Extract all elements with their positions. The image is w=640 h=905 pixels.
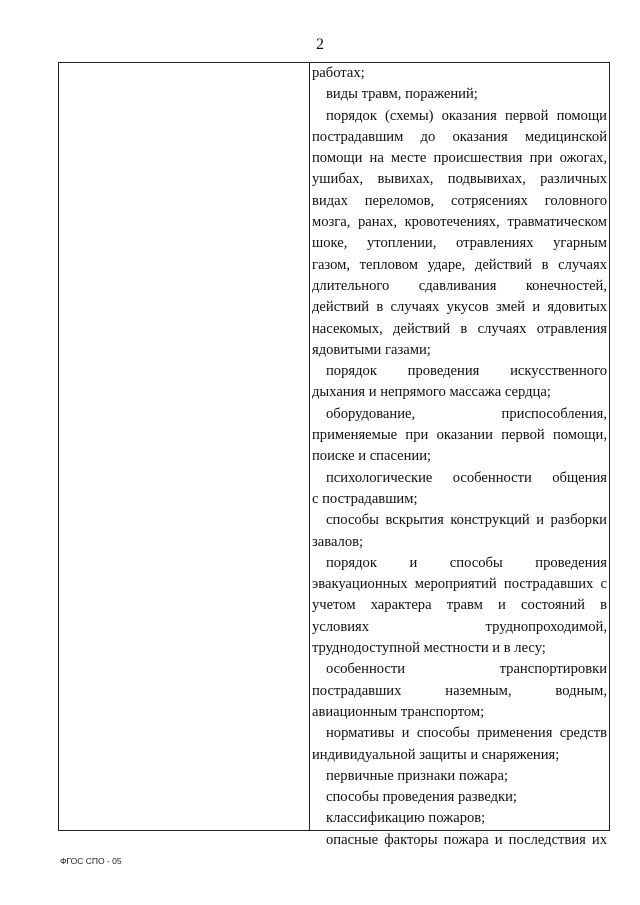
text-line: порядок и способы проведения <box>326 554 607 571</box>
table-left-column <box>59 63 310 830</box>
text-line: авиационным транспортом; <box>312 703 485 720</box>
text-line: ушибах, вывихах, подвывихах, различных <box>312 171 607 188</box>
text-line: мозга, ранах, кровотечениях, травматическом <box>312 214 607 231</box>
text-line: помощи на месте происшествия при ожогах, <box>312 150 607 167</box>
text-line: психологические особенности общения <box>326 469 607 486</box>
table-right-column <box>310 63 609 848</box>
text-line: пострадавших наземным, водным, <box>312 682 607 699</box>
text-line: работах; <box>312 65 365 81</box>
text-line: применяемые при оказании первой помощи, <box>312 427 607 444</box>
text-line: способы вскрытия конструкций и разборки <box>326 512 607 529</box>
text-line: условиях труднопроходимой, <box>312 618 607 635</box>
text-line: действий в случаях укусов змей и ядовитых <box>312 299 607 316</box>
text-line: завалов; <box>312 533 364 550</box>
text-line: опасные факторы пожара и последствия их <box>326 831 607 848</box>
text-line: труднодоступной местности и в лесу; <box>312 640 546 657</box>
page-number: 2 <box>316 36 324 53</box>
text-line: особенности транспортировки <box>326 661 607 678</box>
text-line: пострадавшим до оказания медицинской <box>312 128 607 145</box>
text-line: порядок проведения искусственного <box>326 363 607 380</box>
text-line: учетом характера травм и состояний в <box>312 597 607 614</box>
text-line: виды травм, поражений; <box>326 86 478 103</box>
text-line: способы проведения разведки; <box>326 789 517 806</box>
text-line: дыхания и непрямого массажа сердца; <box>312 384 551 401</box>
text-line: нормативы и способы применения средств <box>326 725 607 742</box>
text-line: поиске и спасении; <box>312 448 432 465</box>
text-line: ядовитыми газами; <box>312 341 431 358</box>
text-line: газом, тепловом ударе, действий в случаях <box>312 256 607 273</box>
text-line: длительного сдавливания конечностей, <box>312 277 607 294</box>
content-table <box>58 62 610 848</box>
text-line: шоке, утоплении, отравлениях угарным <box>312 235 607 252</box>
text-line: видах переломов, сотрясениях головного <box>312 192 607 209</box>
text-line: с пострадавшим; <box>312 490 418 507</box>
text-line: порядок (схемы) оказания первой помощи <box>326 107 607 124</box>
text-line: эвакуационных мероприятий пострадавших с <box>312 576 607 593</box>
text-line: первичные признаки пожара; <box>326 767 509 784</box>
text-line: насекомых, действий в случаях отравления <box>312 320 607 337</box>
text-line: классификацию пожаров; <box>326 810 486 827</box>
text-line: оборудование, приспособления, <box>326 405 607 422</box>
text-line: индивидуальной защиты и снаряжения; <box>312 746 560 763</box>
footer-standard-code: ФГОС СПО - 05 <box>60 856 122 866</box>
